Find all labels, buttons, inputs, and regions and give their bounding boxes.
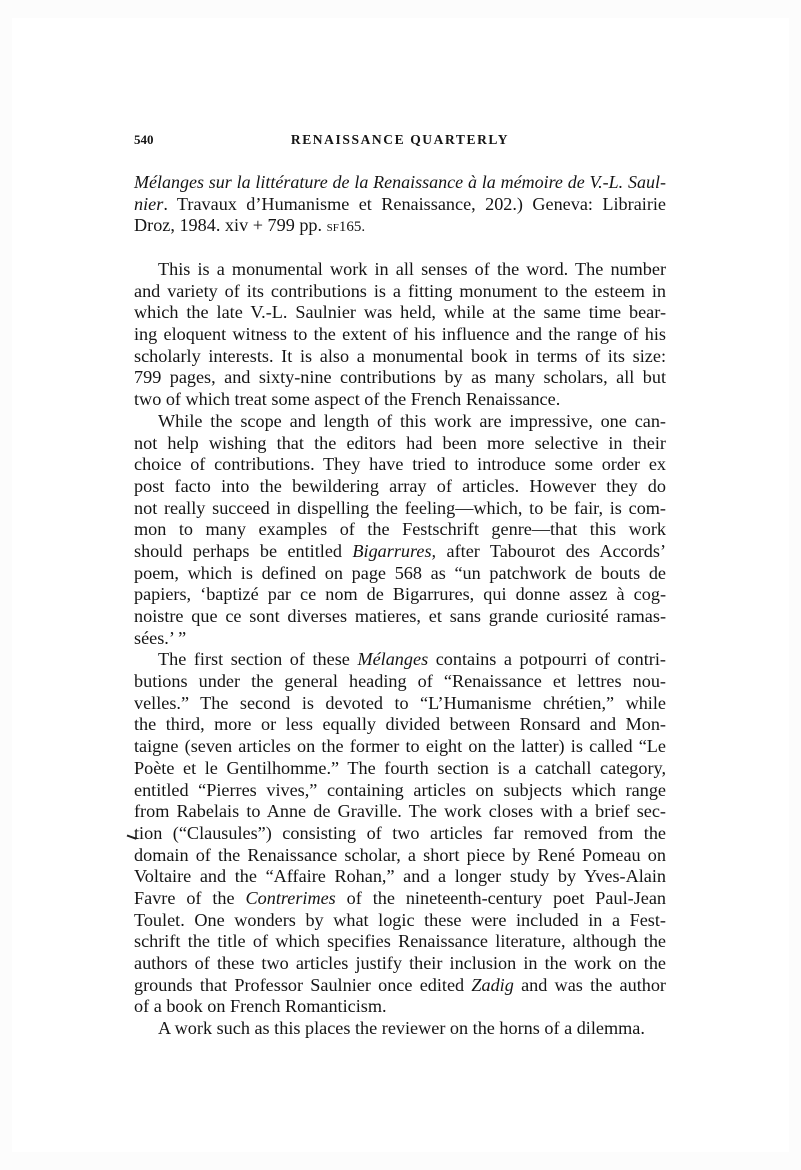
text-line: 799 pages, and sixty-nine contributions by as many scholars, all but: [134, 367, 666, 388]
text-line: the third, more or less equally divided between Ronsard and Mon-: [134, 714, 666, 735]
citation-line: Mélanges sur la littérature de la Renaissance à la mémoire de V.-L. Saul-: [134, 172, 666, 192]
text-line: domain of the Renaissance scholar, a short piece by René Pomeau on: [134, 844, 666, 865]
text-line: This is a monumental work in all senses of the word. The number: [158, 259, 666, 279]
text-line: entitled “Pierres vives,” containing articles on subjects which range: [134, 779, 666, 800]
text-line: noistre que ce sont diverses matieres, et sans grande curiosité ramas-: [134, 606, 666, 626]
text-line: and variety of its contributions is a fitting monument to the esteem in: [134, 280, 666, 301]
text-line: [134, 649, 666, 671]
text-line: two of which treat some aspect of the French Renaissance.: [134, 389, 561, 410]
text-line: Toulet. One wonders by what logic these were included in a Fest-: [134, 909, 666, 930]
text-span: and was the author: [513, 974, 666, 995]
text-line: which the late V.-L. Saulnier was held, while at the same time bear-: [134, 302, 666, 323]
text-line: [134, 888, 666, 910]
running-head: RENAISSANCE QUARTERLY: [290, 132, 510, 147]
text-span: after Tabourot des Accords’: [436, 540, 667, 561]
paragraph: [134, 649, 666, 1018]
text-line: Voltaire and the “Affaire Rohan,” and a longer study by Yves-Alain: [134, 866, 666, 887]
italic-title: Mélanges: [357, 649, 429, 670]
text-line: tion (“Clausules”) consisting of two articles far removed from the: [134, 822, 666, 843]
text-line: velles.” The second is devoted to “L’Humanisme chrétien,” while: [134, 692, 666, 713]
text-line: [134, 541, 666, 563]
text-span: contains a potpourri of contri-: [428, 649, 666, 670]
text-line: from Rabelais to Anne de Graville. The work closes with a brief sec-: [134, 801, 666, 822]
paragraph: [134, 411, 666, 650]
page-header: [134, 132, 666, 152]
text-line: [134, 975, 666, 997]
text-line: post facto into the bewildering array of articles. However they do: [134, 475, 666, 496]
text-line: schrift the title of which specifies Renaissance literature, although the: [134, 931, 666, 952]
paragraph: [134, 259, 666, 411]
book-citation: [134, 172, 666, 237]
text-line: not help wishing that the editors had been more selective in their: [134, 432, 666, 453]
text-line: taigne (seven articles on the former to eight on the latter) is called “Le: [134, 736, 666, 757]
text-line: mon to many examples of the Festschrift genre—that this work: [134, 519, 666, 540]
italic-title: Zadig: [471, 974, 514, 995]
text-span: of the nineteenth-century poet Paul-Jean: [335, 887, 667, 908]
text-line: A work such as this places the reviewer on the horns of a dilemma.: [158, 1018, 645, 1039]
text-line: butions under the general heading of “Renaissance et lettres nou-: [134, 671, 666, 692]
paragraph: [134, 1018, 666, 1040]
italic-title: Contrerimes: [245, 887, 336, 908]
text-line: While the scope and length of this work are impressive, one can-: [158, 410, 666, 431]
text-line: poem, which is defined on page 568 as “un patchwork de bouts de: [134, 562, 666, 583]
text-span: Favre of the: [134, 887, 246, 908]
text-line: choice of contributions. They have tried to introduce some order ex: [134, 454, 666, 475]
text-span: should perhaps be entitled: [134, 540, 353, 561]
text-line: ing eloquent witness to the extent of his influence and the range of his: [134, 324, 666, 345]
text-line: papiers, ‘baptizé par ce nom de Bigarrures, qui donne assez à cog-: [134, 584, 666, 605]
text-span: grounds that Professor Saulnier once edited: [134, 974, 472, 995]
italic-title: Bigarrures,: [352, 540, 437, 561]
page-number: 540: [134, 132, 154, 147]
text-line: of a book on French Romanticism.: [134, 996, 387, 1017]
text-line: not really succeed in dispelling the feeling—which, to be fair, is com-: [134, 497, 666, 518]
citation-publisher: Droz, 1984. xiv + 799 pp.: [134, 215, 327, 236]
text-line: authors of these two articles justify their inclusion in the work on the: [134, 953, 666, 973]
review-body: [134, 259, 666, 1040]
text-line: Poète et le Gentilhomme.” The fourth section is a catchall category,: [134, 757, 666, 778]
text-span: The first section of these: [158, 649, 358, 670]
text-line: scholarly interests. It is also a monumental book in terms of its size:: [134, 345, 666, 366]
citation-series: . Travaux d’Humanisme et Renaissance, 202.) Geneva: Librairie: [163, 193, 666, 214]
citation-price: sf165.: [326, 219, 366, 236]
citation-line: [134, 215, 666, 237]
citation-title-end: nier: [134, 193, 164, 214]
citation-line: [134, 194, 666, 216]
text-line: sées.’ ”: [134, 627, 187, 648]
